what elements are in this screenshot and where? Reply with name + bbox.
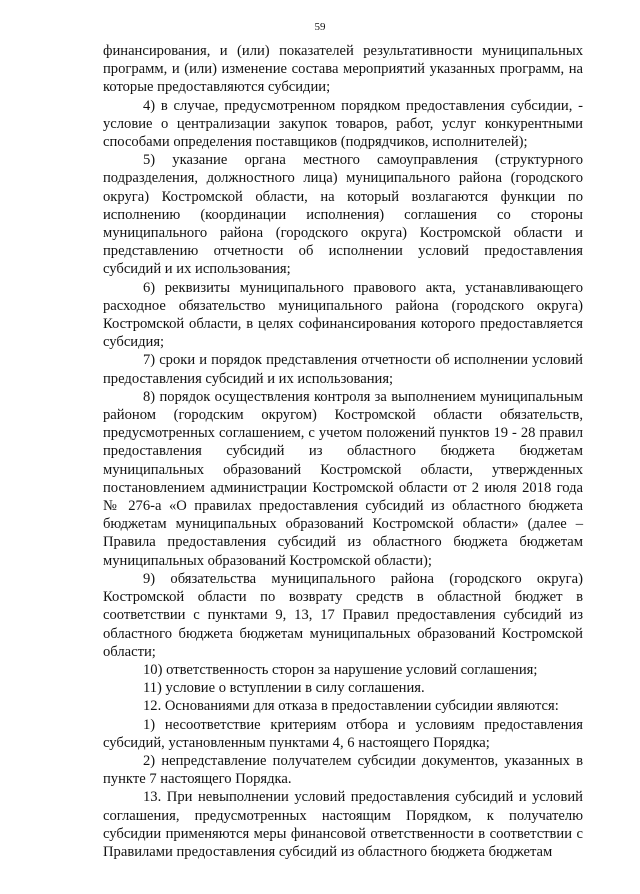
- paragraph-item-11: 11) условие о вступлении в силу соглашения.: [143, 680, 425, 697]
- paragraph-item-9: 9) обязательства муниципального района (городского округа) Костромской области по возврату средств в областной бюджет в соответствии с пунктами 9, 13, 17 Правил предоставления субсидий из областного бюджета бюджетам муниципальных образований Костромской области;: [103, 570, 583, 660]
- paragraph-item-10: 10) ответственность сторон за нарушение условий соглашения;: [143, 661, 538, 678]
- page-number: 59: [314, 21, 326, 33]
- paragraph-item-6: 6) реквизиты муниципального правового акта, устанавливающего расходное обязательство муниципального района (городского округа) Костромской области, в целях софинансирования которого предоставляется субсидия;: [103, 279, 583, 351]
- paragraph-continuation: финансирования, и (или) показателей результативности муниципальных программ, и (или) изменение состава мероприятий указанных программ, на которые предоставляются субсидии;: [103, 43, 583, 96]
- paragraph-section-12-item-1: 1) несоответствие критериям отбора и условиям предоставления субсидий, установленным пунктами 4, 6 настоящего Порядка;: [103, 716, 583, 751]
- paragraph-item-8: 8) порядок осуществления контроля за выполнением муниципальным районом (городским округом) Костромской области обязательств, предусмотренных соглашением, с учетом положений пунктов 19 - 28 правил предоставления субсидий из областного бюджета бюджетам муниципальных образований Костромской области, утвержденных постановлением администрации Костромской области от 2 июля 2018 года № 276-а «О правилах предоставления субсидий из областного бюджета бюджетам муниципальных образований Костромской области» (далее – Правила предоставления субсидий из областного бюджета бюджетам муниципальных образований Костромской области);: [103, 388, 583, 569]
- paragraph-item-4: 4) в случае, предусмотренном порядком предоставления субсидии, - условие о централизации закупок товаров, работ, услуг конкурентными способами определения поставщиков (подрядчиков, исполнителей);: [103, 97, 583, 151]
- document-body: [103, 42, 583, 861]
- paragraph-item-7: 7) сроки и порядок представления отчетности об исполнении условий предоставления субсидий и их использования;: [103, 352, 583, 387]
- paragraph-section-12: 12. Основаниями для отказа в предоставлении субсидии являются:: [143, 698, 559, 715]
- paragraph-section-13: 13. При невыполнении условий предоставления субсидий и условий соглашения, предусмотренных настоящим Порядком, к получателю субсидии применяются меры финансовой ответственности в соответствии с Правилами предоставления субсидий из областного бюджета бюджетам: [103, 789, 583, 860]
- paragraph-section-12-item-2: 2) непредставление получателем субсидии документов, указанных в пункте 7 настоящего Порядка.: [103, 752, 583, 788]
- paragraph-item-5: 5) указание органа местного самоуправления (структурного подразделения, должностного лица) муниципального района (городского округа) Костромской области, на который возлагаются функции по исполнению (координации исполнения) соглашения со стороны муниципального района (городского округа) Костромской области и представлению отчетности об исполнении условий предоставления субсидий и их использования;: [103, 152, 583, 278]
